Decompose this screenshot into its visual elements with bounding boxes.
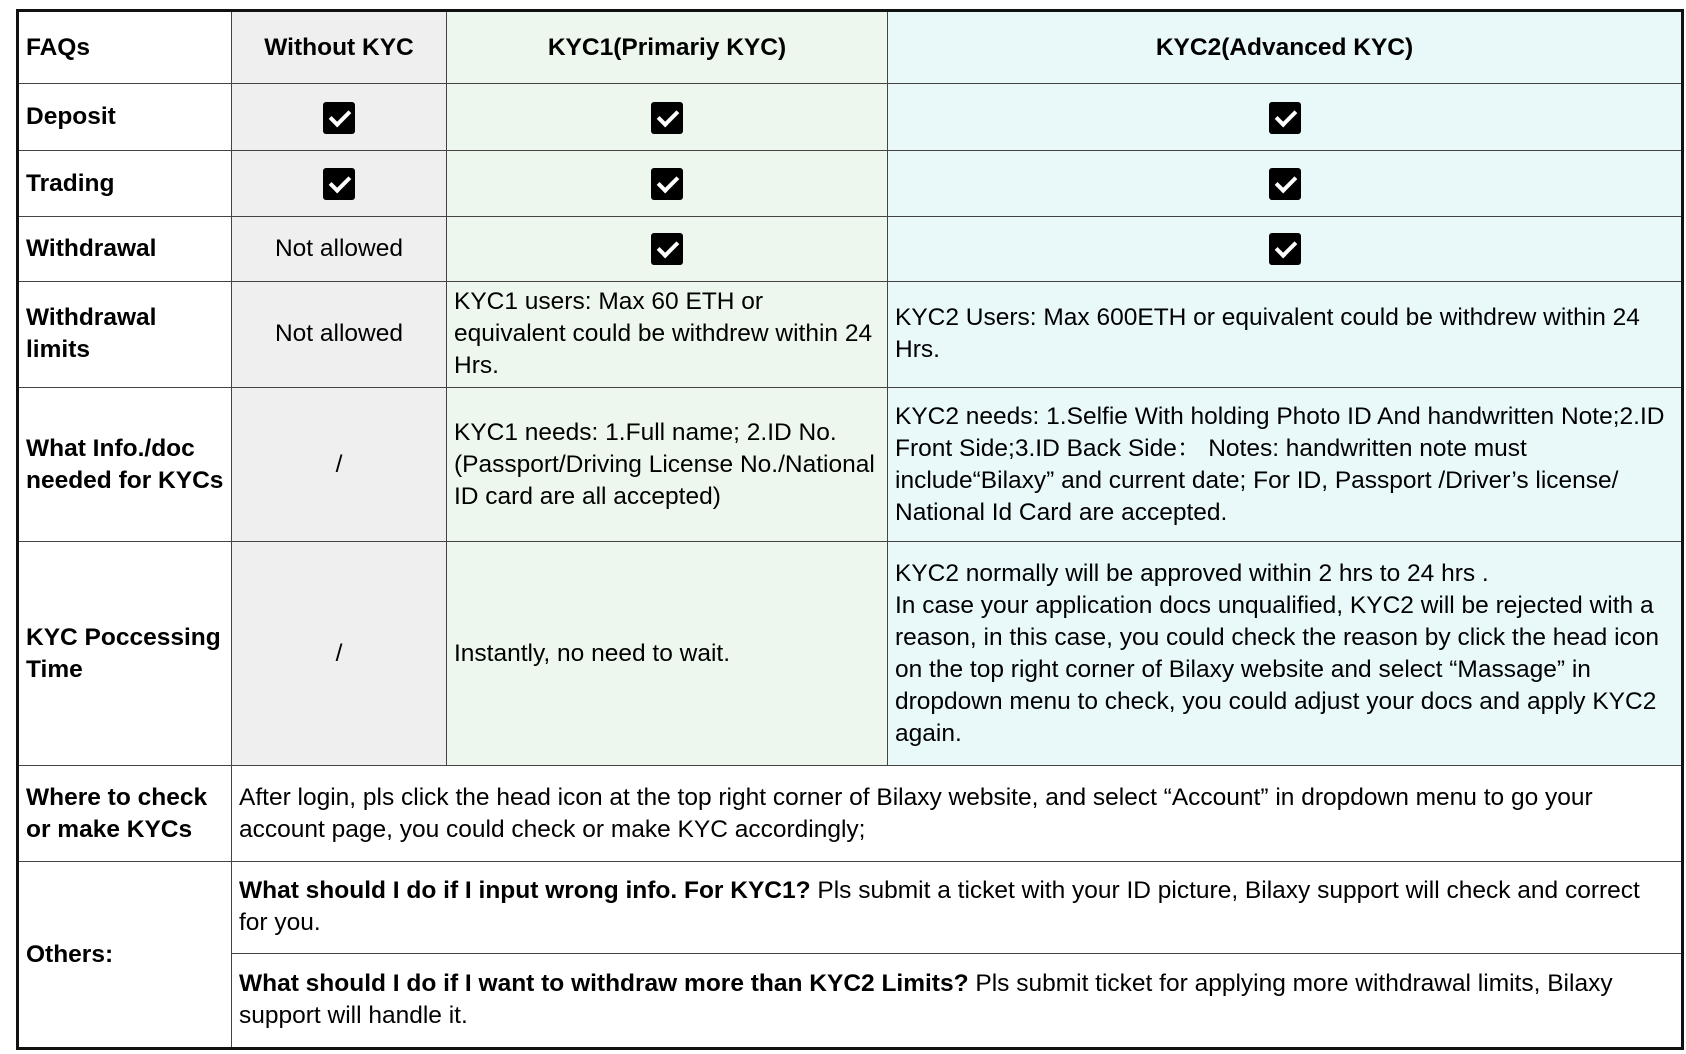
row-trading bbox=[18, 151, 1683, 217]
row-others-q2 bbox=[18, 953, 1683, 1048]
cell-processing-kyc2 bbox=[888, 542, 1683, 766]
cell-deposit-kyc1 bbox=[447, 84, 888, 151]
cell-withdrawal-kyc2 bbox=[888, 217, 1683, 282]
row-label-deposit: Deposit bbox=[18, 84, 232, 151]
row-withdrawal bbox=[18, 217, 1683, 282]
header-row bbox=[18, 11, 1683, 84]
row-docs-needed bbox=[18, 387, 1683, 541]
cell-docs-without-kyc: / bbox=[232, 387, 447, 541]
others-answer-1: Pls submit a ticket with your ID picture, Bilaxy support will check and correct for you. bbox=[239, 877, 1640, 937]
cell-processing-without-kyc: / bbox=[232, 542, 447, 766]
row-others-q1 bbox=[18, 862, 1683, 954]
cell-withdrawal-without-kyc: Not allowed bbox=[232, 217, 447, 282]
header-faqs: FAQs bbox=[18, 11, 232, 84]
cell-withdrawal-limits-kyc2: KYC2 Users: Max 600ETH or equivalent could be withdrew within 24 Hrs. bbox=[888, 282, 1683, 388]
cell-where-text: After login, pls click the head icon at the top right corner of Bilaxy website, and select “Account” in dropdown menu to go your account page, you could check or make KYC accordingly; bbox=[232, 765, 1683, 861]
checkbox-checked-icon bbox=[1269, 233, 1301, 265]
cell-processing-kyc1: Instantly, no need to wait. bbox=[447, 542, 888, 766]
cell-deposit-kyc2 bbox=[888, 84, 1683, 151]
row-label-withdrawal: Withdrawal bbox=[18, 217, 232, 282]
cell-deposit-without-kyc bbox=[232, 84, 447, 151]
row-processing-time bbox=[18, 542, 1683, 766]
cell-others-q2 bbox=[232, 953, 1683, 1048]
checkbox-checked-icon bbox=[651, 233, 683, 265]
cell-docs-kyc2: KYC2 needs: 1.Selfie With holding Photo ID And handwritten Note;2.ID Front Side;3.ID Back Side： Notes: handwritten note must include“Bilaxy” and current date; For ID, Passport /Driver’s license/ National Id Card are accepted. bbox=[888, 387, 1683, 541]
checkbox-checked-icon bbox=[1269, 102, 1301, 134]
checkbox-checked-icon bbox=[651, 168, 683, 200]
processing-kyc2-line1: KYC2 normally will be approved within 2 hrs to 24 hrs . bbox=[895, 559, 1489, 587]
row-withdrawal-limits bbox=[18, 282, 1683, 388]
checkbox-checked-icon bbox=[323, 168, 355, 200]
cell-trading-kyc2 bbox=[888, 151, 1683, 217]
cell-withdrawal-kyc1 bbox=[447, 217, 888, 282]
checkbox-checked-icon bbox=[1269, 168, 1301, 200]
header-kyc1: KYC1(Primariy KYC) bbox=[447, 11, 888, 84]
checkbox-checked-icon bbox=[651, 102, 683, 134]
cell-trading-kyc1 bbox=[447, 151, 888, 217]
cell-docs-kyc1: KYC1 needs: 1.Full name; 2.ID No.(Passport/Driving License No./National ID card are all accepted) bbox=[447, 387, 888, 541]
row-label-docs-needed: What Info./doc needed for KYCs bbox=[18, 387, 232, 541]
others-question-2: What should I do if I want to withdraw more than KYC2 Limits? bbox=[239, 970, 969, 998]
row-label-trading: Trading bbox=[18, 151, 232, 217]
kyc-faq-table bbox=[16, 9, 1684, 1050]
processing-kyc2-line2: In case your application docs unqualified, KYC2 will be rejected with a reason, in this case, you could check the reason by click the head icon on the top right corner of Bilaxy website and select “Massage” in dropdown menu to check, you could adjust your docs and apply KYC2 again. bbox=[895, 591, 1660, 747]
checkbox-checked-icon bbox=[323, 102, 355, 134]
row-label-withdrawal-limits: Withdrawal limits bbox=[18, 282, 232, 388]
others-answer-2: Pls submit ticket for applying more withdrawal limits, Bilaxy support will handle it. bbox=[239, 970, 1613, 1030]
cell-withdrawal-limits-kyc1: KYC1 users: Max 60 ETH or equivalent could be withdrew within 24 Hrs. bbox=[447, 282, 888, 388]
row-deposit bbox=[18, 84, 1683, 151]
others-question-1: What should I do if I input wrong info. For KYC1? bbox=[239, 877, 811, 905]
row-where bbox=[18, 765, 1683, 861]
row-label-processing-time: KYC Poccessing Time bbox=[18, 542, 232, 766]
cell-withdrawal-limits-without-kyc: Not allowed bbox=[232, 282, 447, 388]
header-kyc2: KYC2(Advanced KYC) bbox=[888, 11, 1683, 84]
row-label-others: Others: bbox=[18, 862, 232, 1049]
cell-trading-without-kyc bbox=[232, 151, 447, 217]
row-label-where: Where to check or make KYCs bbox=[18, 765, 232, 861]
cell-others-q1 bbox=[232, 862, 1683, 954]
header-without-kyc: Without KYC bbox=[232, 11, 447, 84]
